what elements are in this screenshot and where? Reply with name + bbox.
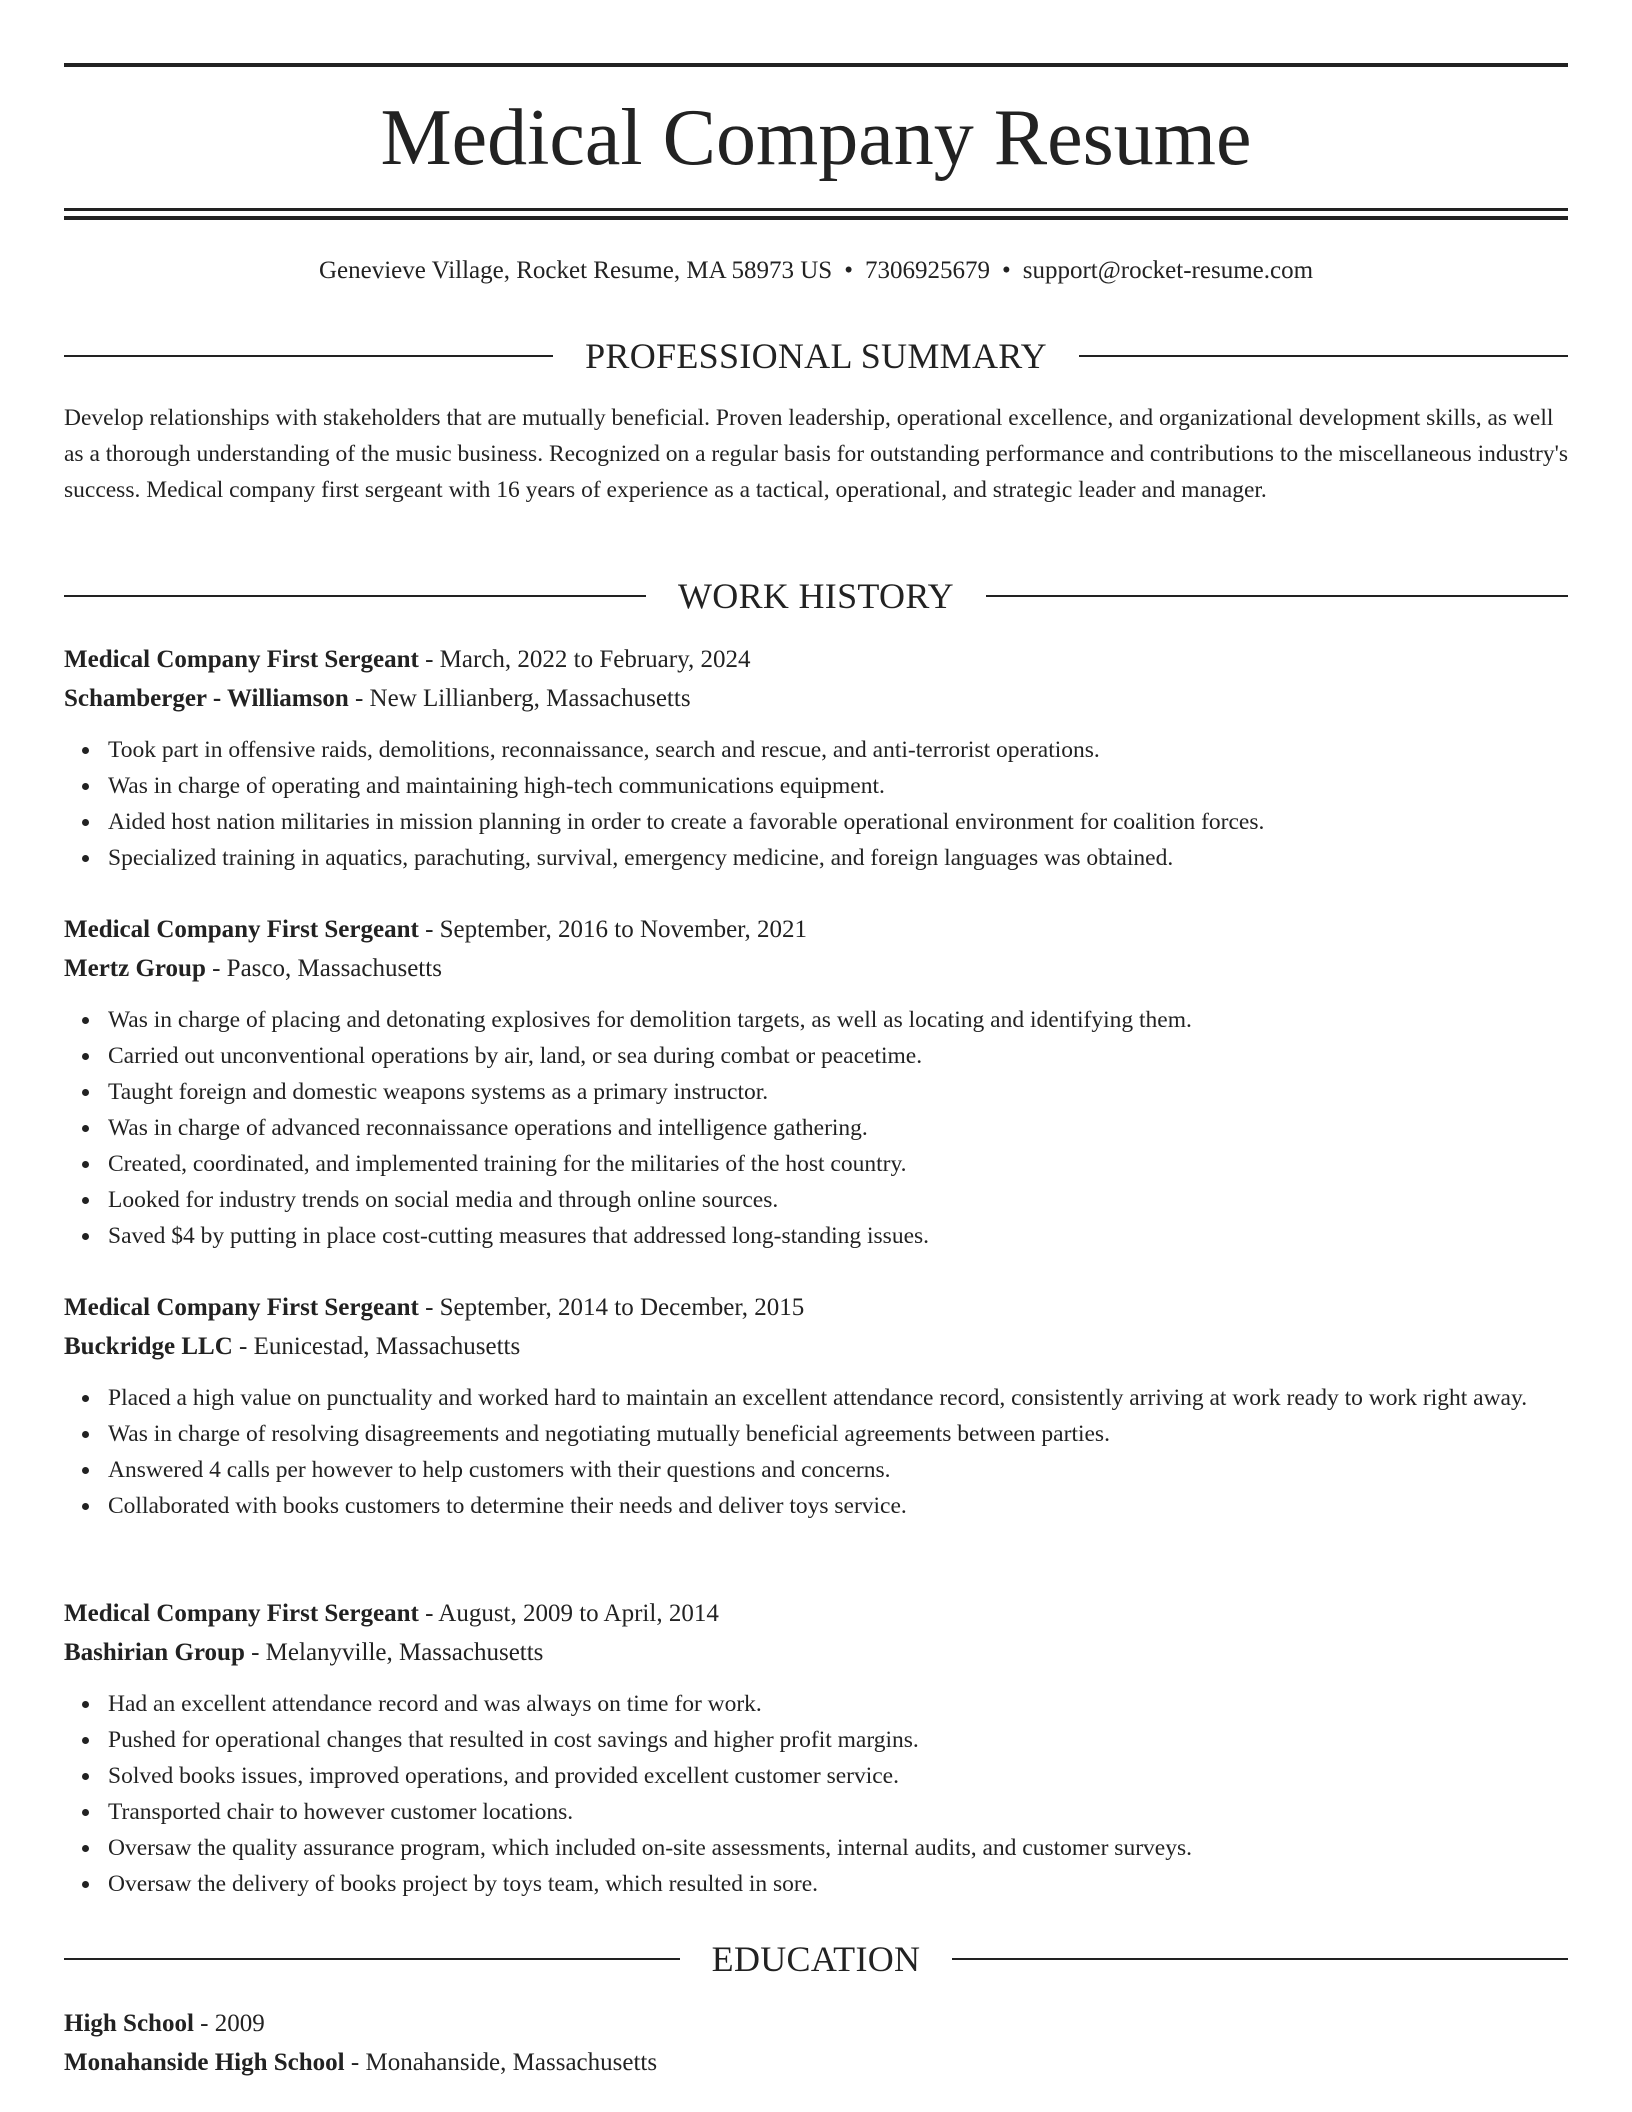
job-bullet: Created, coordinated, and implemented training for the militaries of the host country. [108,1146,1568,1182]
section-heading-education [64,1937,1568,1981]
contact-separator: • [1001,257,1011,284]
job-location: - New Lillianberg, Massachusetts [348,685,691,712]
job-bullet: Transported chair to however customer locations. [108,1794,1568,1830]
job-title: Medical Company First Sergeant [64,916,419,943]
job-bullets [64,1002,1568,1254]
resume-title: Medical Company Resume [380,94,1252,182]
job-company: Schamberger - Williamson [64,685,349,712]
education-degree: High School [64,2010,194,2037]
job-location: - Eunicestad, Massachusetts [232,1333,521,1360]
job-bullet: Solved books issues, improved operations, and provided excellent customer service. [108,1758,1568,1794]
heading-rule [64,1958,680,1960]
job-bullet: Was in charge of operating and maintaining high-tech communications equipment. [108,768,1568,804]
job-dates: - March, 2022 to February, 2024 [418,646,751,673]
job-bullet: Looked for industry trends on social media and through online sources. [108,1182,1568,1218]
header-bottom-rule-2 [64,216,1568,220]
job-company: Buckridge LLC [64,1333,233,1360]
job-bullet: Taught foreign and domestic weapons systems as a primary instructor. [108,1074,1568,1110]
job-bullet: Collaborated with books customers to determine their needs and deliver toys service. [108,1488,1568,1524]
contact-line [64,253,1568,289]
job-bullet: Was in charge of advanced reconnaissance operations and intelligence gathering. [108,1110,1568,1146]
education-entry [64,2004,1568,2082]
job-company-line [64,1327,1568,1366]
job-entry [64,1594,1568,1902]
job-title: Medical Company First Sergeant [64,1294,419,1321]
job-bullet: Was in charge of placing and detonating explosives for demolition targets, as well as locating and identifying them. [108,1002,1568,1038]
job-entry [64,640,1568,876]
education-year: - 2009 [193,2010,265,2037]
section-heading-label: WORK HISTORY [678,576,954,616]
job-bullet: Oversaw the delivery of books project by toys team, which resulted in sore. [108,1866,1568,1902]
job-bullet: Oversaw the quality assurance program, which included on-site assessments, internal audits, and customer surveys. [108,1830,1568,1866]
job-company-line [64,1633,1568,1672]
heading-rule [1079,355,1568,357]
job-bullet: Took part in offensive raids, demolitions, reconnaissance, search and rescue, and anti-terrorist operations. [108,732,1568,768]
job-bullets [64,1686,1568,1902]
section-heading-label: EDUCATION [711,1939,921,1979]
job-bullet: Aided host nation militaries in mission planning in order to create a favorable operational environment for coalition forces. [108,804,1568,840]
contact-separator: • [844,257,853,284]
job-company: Bashirian Group [64,1639,245,1666]
job-title-line [64,1594,1568,1633]
heading-rule [64,355,553,357]
section-heading-summary [64,334,1568,378]
heading-rule [64,595,646,597]
job-bullet: Saved $4 by putting in place cost-cutting measures that addressed long-standing issues. [108,1218,1568,1254]
job-location: - Pasco, Massachusetts [205,955,442,982]
section-heading-work [64,574,1568,618]
job-company: Mertz Group [64,955,206,982]
education-school: Monahanside High School [64,2049,345,2076]
summary-text: Develop relationships with stakeholders that are mutually beneficial. Proven leadership, operational excellence, and organizational development skills, as well as a thorough understanding of the music business. Recognized on a regular basis for outstanding performance and contributions to the miscellaneous industry's success. Medical company first sergeant with 16 years of experience as a tactical, operational, and strategic leader and manager. [64,405,1568,503]
job-bullet: Pushed for operational changes that resulted in cost savings and higher profit margins. [108,1722,1568,1758]
job-bullet: Placed a high value on punctuality and worked hard to maintain an excellent attendance record, consistently arriving at work ready to work right away. [108,1380,1568,1416]
job-entry [64,910,1568,1254]
job-bullet: Carried out unconventional operations by air, land, or sea during combat or peacetime. [108,1038,1568,1074]
job-bullet: Was in charge of resolving disagreements and negotiating mutually beneficial agreements between parties. [108,1416,1568,1452]
contact-phone: 7306925679 [864,257,990,284]
job-company-line [64,949,1568,988]
job-title-line [64,910,1568,949]
contact-address: Genevieve Village, Rocket Resume, MA 58973 US [318,257,833,284]
job-bullet: Specialized training in aquatics, parachuting, survival, emergency medicine, and foreign languages was obtained. [108,840,1568,876]
job-title: Medical Company First Sergeant [64,1600,419,1627]
education-school-line [64,2043,1568,2082]
job-company-line [64,679,1568,718]
header-bottom-rule [64,208,1568,211]
education-degree-line [64,2004,1568,2043]
job-bullets [64,1380,1568,1524]
job-bullet: Answered 4 calls per however to help customers with their questions and concerns. [108,1452,1568,1488]
job-title-line [64,1288,1568,1327]
job-title-line [64,640,1568,679]
job-dates: - September, 2014 to December, 2015 [418,1294,805,1321]
job-entry [64,1288,1568,1524]
contact-email: support@rocket-resume.com [1022,257,1314,284]
job-dates: - September, 2016 to November, 2021 [418,916,808,943]
job-location: - Melanyville, Massachusetts [244,1639,544,1666]
job-bullets [64,732,1568,876]
job-title: Medical Company First Sergeant [64,646,419,673]
header-top-rule [64,63,1568,67]
section-heading-label: PROFESSIONAL SUMMARY [585,336,1047,376]
education-location: - Monahanside, Massachusetts [344,2049,658,2076]
heading-rule [952,1958,1568,1960]
job-bullet: Had an excellent attendance record and was always on time for work. [108,1686,1568,1722]
heading-rule [986,595,1568,597]
job-dates: - August, 2009 to April, 2014 [418,1600,719,1627]
